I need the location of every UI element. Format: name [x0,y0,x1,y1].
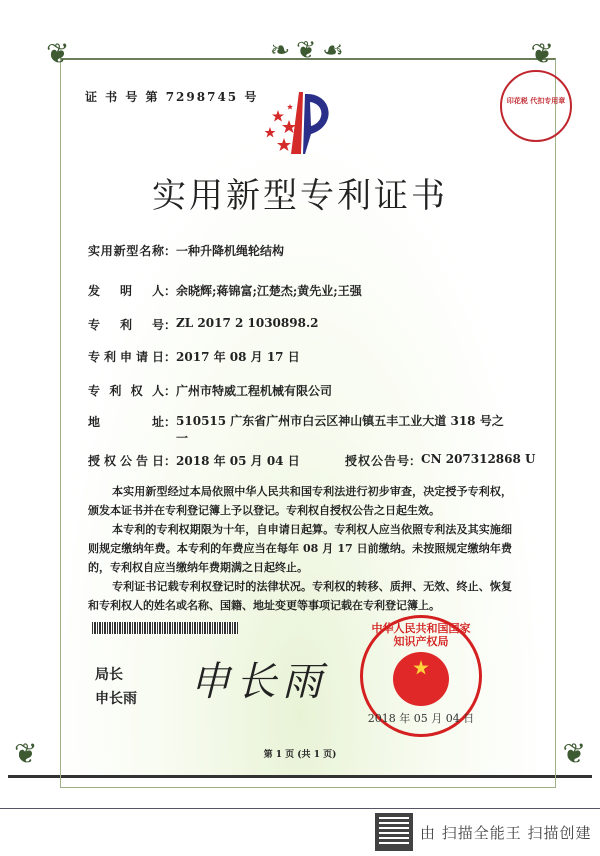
star-icon [272,110,284,122]
certificate-number: 证 书 号 第 7298745 号 [85,90,259,104]
star-icon [413,660,429,676]
page-indicator: 第 1 页 (共 1 页) [263,750,337,760]
paragraph: 专利证书记载专利权登记时的法律状况。专利权的转移、质押、无效、终止、恢复和专利权人的姓名或名称、国籍、地址变更等事项记载在专利登记簿上。 [88,580,512,612]
corner-ornament: ❦ [562,737,586,770]
national-emblem [393,652,449,706]
signatory-name: 申长雨 [95,691,137,707]
field-grant-date: 授权公告日 ： 2018 年 05 月 04 日 [88,454,300,468]
scanner-watermark: 由 扫描全能王 扫描创建 [420,824,592,842]
seal-org: 中华人民共和国国家知识产权局 [371,622,471,648]
paragraph: 本实用新型经过本局依照中华人民共和国专利法进行初步审查，决定授予专利权，颁发本证书并在专利登记簿上予以登记。专利权自授权公告之日起生效。 [88,485,512,517]
official-seal [360,615,482,737]
handwritten-signature: 申长雨 [190,659,328,705]
star-icon [277,138,291,151]
field-address: 地址 ： 510515 广东省广州市白云区神山镇五丰工业大道 318 号之一 [88,414,504,445]
corner-ornament: ❦ [530,37,554,70]
cnipa-logo [255,88,335,158]
corner-ornament: ❦ [46,37,70,70]
field-inventors: 发明人 ： 余晓辉;蒋锦富;江楚杰;黄先业;王强 [88,284,362,298]
field-utility-model-name: 实用新型名称 ： 一种升降机绳轮结构 [88,244,285,258]
field-patent-number: 专利号 ： ZL 2017 2 1030898.2 [88,316,319,332]
barcode [92,622,238,634]
signatory-title: 局长 [95,667,123,683]
page-title: 实用新型专利证书 [152,176,448,216]
field-application-date: 专利申请日 ： 2017 年 08 月 17 日 [88,350,300,364]
agency-stamp-text: 印花税 代扣专用章 [506,96,566,105]
field-patentee: 专利权人 ： 广州市特威工程机械有限公司 [88,384,333,398]
star-icon [265,127,276,138]
corner-ornament: ❦ [14,737,38,770]
paragraph: 本专利的专利权期限为十年，自申请日起算。专利权人应当依照专利法及其实施细则规定缴纳年费。本专利的年费应当在每年 08 月 17 日前缴纳。未按照规定缴纳年费的，专利权自应当缴纳年费期满之日起终止。 [88,523,512,574]
field-grant-number: 授权公告号 ： CN 207312868 U [345,452,536,468]
seal-date: 2018 年 05 月 04 日 [367,712,475,725]
qr-code [375,813,413,851]
legal-paragraphs [88,482,512,615]
agency-stamp [500,70,572,142]
star-icon [282,120,296,133]
top-ornament: ❧❦☙ [270,36,350,64]
divider [0,808,600,809]
logo-stars [265,104,297,151]
star-icon [287,104,293,110]
